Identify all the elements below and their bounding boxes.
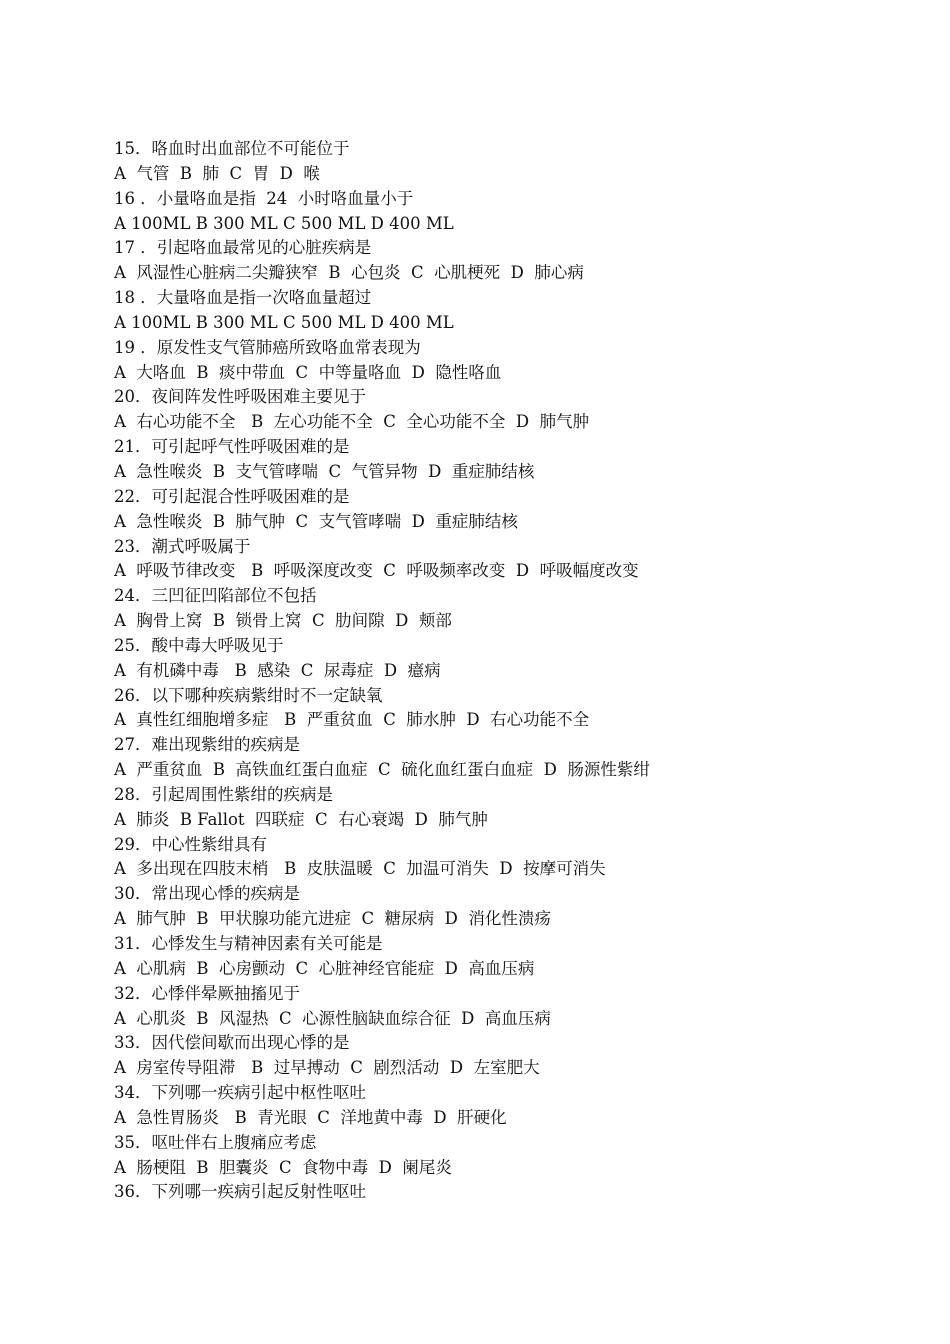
answer-options-line: A 肺炎 B Fallot 四联症 C 右心衰竭 D 肺气肿 <box>114 809 488 829</box>
answer-options-line: A 肠梗阻 B 胆囊炎 C 食物中毒 D 阑尾炎 <box>114 1157 452 1177</box>
question-line: 29．中心性紫绀具有 <box>114 834 267 854</box>
answer-options-line: A 真性红细胞增多症 B 严重贫血 C 肺水肿 D 右心功能不全 <box>114 710 590 730</box>
question-line: 23．潮式呼吸属于 <box>114 536 251 556</box>
question-line: 17 ．引起咯血最常见的心脏疾病是 <box>114 238 372 258</box>
question-line: 20．夜间阵发性呼吸困难主要见于 <box>114 387 366 407</box>
answer-options-line: A 急性喉炎 B 支气管哮喘 C 气管异物 D 重症肺结核 <box>114 461 535 481</box>
answer-options-line: A 严重贫血 B 高铁血红蛋白血症 C 硫化血红蛋白血症 D 肠源性紫绀 <box>114 760 650 780</box>
answer-options-line: A 大咯血 B 痰中带血 C 中等量咯血 D 隐性咯血 <box>114 362 502 382</box>
answer-options-line: A 多出现在四肢末梢 B 皮肤温暖 C 加温可消失 D 按摩可消失 <box>114 859 606 879</box>
question-line: 16 ．小量咯血是指 24 小时咯血量小于 <box>114 188 414 208</box>
answer-options-line: A 有机磷中毒 B 感染 C 尿毒症 D 癔病 <box>114 660 441 680</box>
answer-options-line: A 胸骨上窝 B 锁骨上窝 C 肋间隙 D 颊部 <box>114 611 452 631</box>
question-line: 36．下列哪一疾病引起反射性呕吐 <box>114 1182 366 1202</box>
question-line: 18 ．大量咯血是指一次咯血量超过 <box>114 288 372 308</box>
answer-options-line: A 100ML B 300 ML C 500 ML D 400 ML <box>114 213 454 233</box>
answer-options-line: A 右心功能不全 B 左心功能不全 C 全心功能不全 D 肺气肿 <box>114 412 590 432</box>
question-list <box>114 137 914 1205</box>
question-line: 28．引起周围性紫绀的疾病是 <box>114 784 333 804</box>
question-line: 32．心悸伴晕厥抽搐见于 <box>114 983 300 1003</box>
answer-options-line: A 肺气肿 B 甲状腺功能亢进症 C 糖尿病 D 消化性溃疡 <box>114 909 551 929</box>
question-line: 19 ．原发性支气管肺癌所致咯血常表现为 <box>114 337 421 357</box>
question-line: 21．可引起呼气性呼吸困难的是 <box>114 437 350 457</box>
question-line: 35．呕吐伴右上腹痛应考虑 <box>114 1132 317 1152</box>
question-line: 33．因代偿间歇而出现心悸的是 <box>114 1033 350 1053</box>
answer-options-line: A 房室传导阻滞 B 过早搏动 C 剧烈活动 D 左室肥大 <box>114 1058 540 1078</box>
question-line: 27．难出现紫绀的疾病是 <box>114 735 300 755</box>
question-line: 25．酸中毒大呼吸见于 <box>114 635 284 655</box>
question-line: 34．下列哪一疾病引起中枢性呕吐 <box>114 1083 366 1103</box>
answer-options-line: A 呼吸节律改变 B 呼吸深度改变 C 呼吸频率改变 D 呼吸幅度改变 <box>114 561 639 581</box>
answer-options-line: A 急性喉炎 B 肺气肿 C 支气管哮喘 D 重症肺结核 <box>114 511 518 531</box>
answer-options-line: A 气管 B 肺 C 胃 D 喉 <box>114 163 320 183</box>
answer-options-line: A 风湿性心脏病二尖瓣狭窄 B 心包炎 C 心肌梗死 D 肺心病 <box>114 263 584 283</box>
answer-options-line: A 心肌病 B 心房颤动 C 心脏神经官能症 D 高血压病 <box>114 958 535 978</box>
answer-options-line: A 急性胃肠炎 B 青光眼 C 洋地黄中毒 D 肝硬化 <box>114 1107 507 1127</box>
answer-options-line: A 100ML B 300 ML C 500 ML D 400 ML <box>114 312 454 332</box>
question-line: 30．常出现心悸的疾病是 <box>114 884 300 904</box>
question-line: 31．心悸发生与精神因素有关可能是 <box>114 934 383 953</box>
question-line: 15．咯血时出血部位不可能位于 <box>114 139 350 158</box>
question-line: 26．以下哪种疾病紫绀时不一定缺氧 <box>114 685 383 705</box>
answer-options-line: A 心肌炎 B 风湿热 C 心源性脑缺血综合征 D 高血压病 <box>114 1008 551 1028</box>
question-line: 22．可引起混合性呼吸困难的是 <box>114 486 350 506</box>
question-line: 24．三凹征凹陷部位不包括 <box>114 586 317 606</box>
